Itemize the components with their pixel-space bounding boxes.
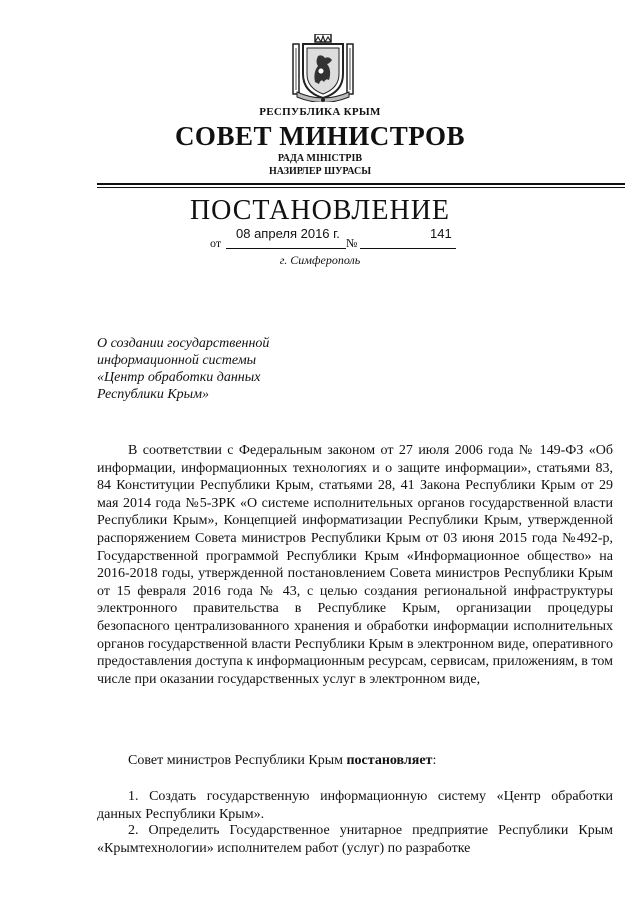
council-name-crimean-tatar: НАЗИРЛЕР ШУРАСЫ xyxy=(268,166,372,177)
republic-name: РЕСПУБЛИКА КРЫМ xyxy=(259,106,381,118)
header-rule-thin xyxy=(97,187,625,188)
title-line: Республики Крым» xyxy=(97,387,210,402)
decree-verb: постановляет xyxy=(346,753,433,768)
resolution-date: 08 апреля 2016 г. xyxy=(236,226,340,241)
title-line: «Центр обработки данных xyxy=(97,370,261,385)
decree-prefix: Совет министров Республики Крым xyxy=(128,753,347,768)
decree-paragraph xyxy=(97,752,613,770)
item-2: 2. Определить Государственное унитарное предприятие Республики Крым «Крымтехнологии» исполнителем работ (услуг) по разработке xyxy=(97,823,613,856)
number-underline xyxy=(360,248,456,249)
decree-suffix: : xyxy=(432,753,437,768)
city: г. Симферополь xyxy=(279,253,361,267)
resolution-heading: ПОСТАНОВЛЕНИЕ xyxy=(189,195,451,226)
title-line: информационной системы xyxy=(97,353,257,368)
item-1: 1. Создать государственную информационную систему «Центр обработки данных Республики Крым». xyxy=(97,789,613,822)
document-title xyxy=(97,335,357,403)
number-label: № xyxy=(346,236,358,250)
coat-of-arms-icon xyxy=(291,34,355,102)
council-name-ukrainian: РАДА МІНІСТРІВ xyxy=(277,153,363,164)
date-underline xyxy=(226,248,346,249)
resolution-number: 141 xyxy=(430,226,452,241)
from-label: от xyxy=(210,236,222,250)
council-name: СОВЕТ МИНИСТРОВ xyxy=(174,121,466,151)
title-line: О создании государственной xyxy=(97,336,270,351)
preamble-paragraph: В соответствии с Федеральным законом от 27 июля 2006 года № 149-ФЗ «Об информации, информационных технологиях и о защите информации», статьями 83, 84 Конституции Республики Крым, статьями 28, 41 Закона Республики Крым от 29 мая 2014 года №5-ЗРК «О системе исполнительных органов государственной власти Республики Крым», Концепцией информатизации Республики Крым, утвержденной распоряжением Совета министров Республики Крым от 03 июня 2015 года №492-р, Государственной программой Республики Крым «Информационное общество» на 2016-2018 годы, утвержденной постановлением Совета министров Республики Крым от 15 февраля 2016 года № 43, с целью создания региональной инфраструктуры электронного правительства в Республике Крым, организации процедуры безопасного централизованного хранения и обработки информации исполнительных органов государственной власти Республики Крым в электронном виде, оперативного предоставления доступа к информационным ресурсам, сервисам, приложениям, в том числе при оказании государственных услуг в электронном виде, xyxy=(97,443,613,687)
header-rule-thick xyxy=(97,183,625,185)
